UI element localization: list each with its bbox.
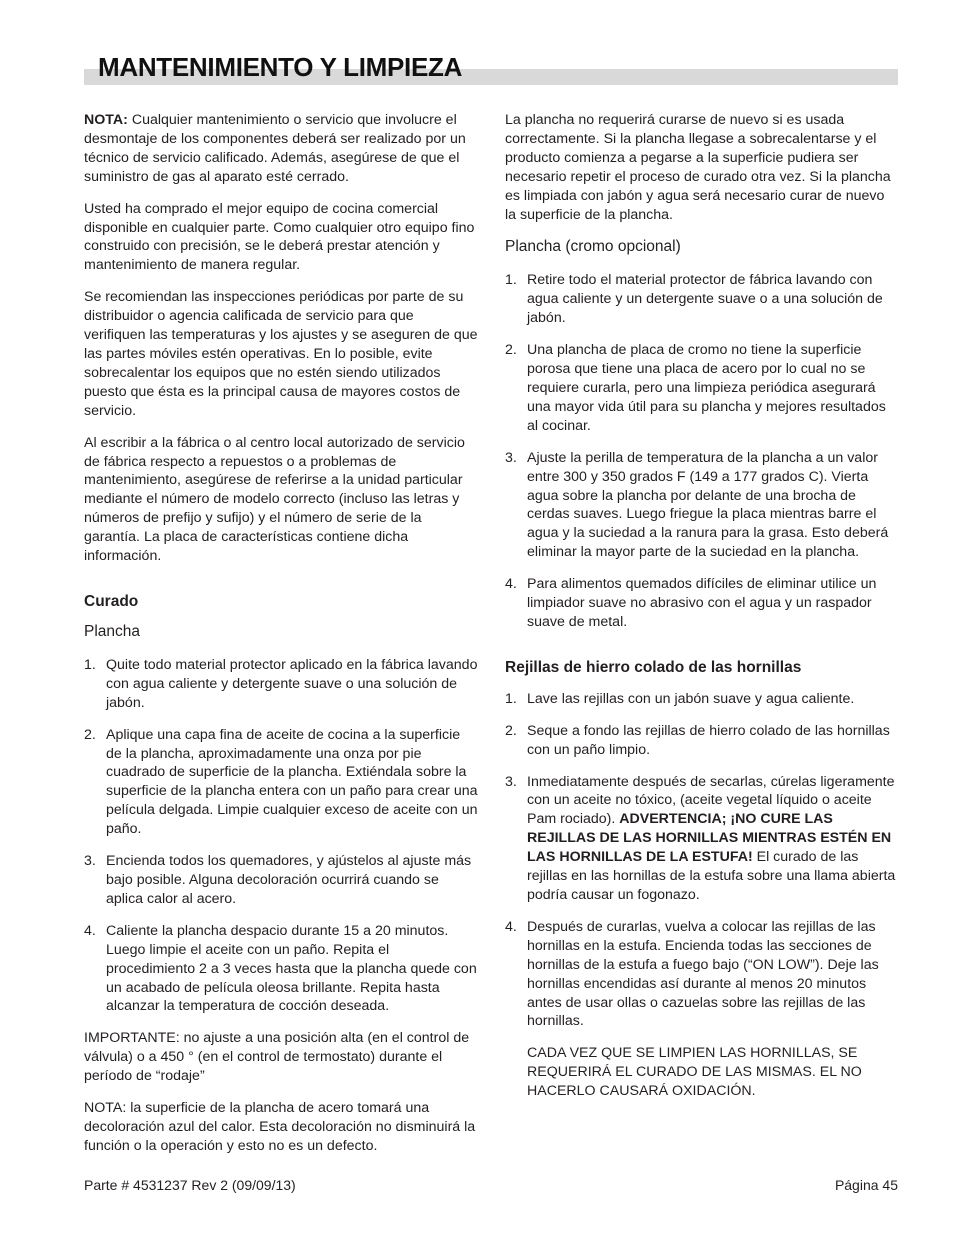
list-item	[505, 690, 898, 709]
step-number: 1.	[84, 656, 96, 673]
curado-steps	[84, 656, 479, 1016]
list-item	[84, 726, 479, 839]
step-number: 1.	[505, 690, 517, 707]
list-item	[84, 852, 479, 909]
page-title: MANTENIMIENTO Y LIMPIEZA	[98, 52, 463, 82]
list-item	[505, 918, 898, 1031]
inspection-paragraph: Se recomiendan las inspecciones periódicas por parte de su distribuidor o agencia calificada de servicio para que verifiquen las temperaturas y los ajustes y se aseguren de que las partes móviles estén operativas. En lo posible, evite sobrecalentar los equipos que no estén siendo utilizados puesto que ésta es la principal causa de mayores costos de servicio.	[84, 289, 478, 419]
step-text: Aplique una capa fina de aceite de cocina a la superficie de la plancha, aproximadamente una onza por pie cuadrado de superficie de la plancha. Extiéndala sobre la superficie de la plancha entera con un paño para crear una película delgada. Limpie cualquier exceso de aceite con un paño.	[106, 726, 478, 838]
step-text: Retire todo el material protector de fábrica lavando con agua caliente y un detergente suave o a una solución de jabón.	[527, 272, 883, 327]
footer-part-number: Parte # 4531237 Rev 2 (09/09/13)	[84, 1177, 296, 1193]
step-number: 4.	[84, 922, 96, 939]
warning-text: ADVERTENCIA; ¡NO CURE LAS REJILLAS DE LAS HORNILLAS MIENTRAS ESTÉN EN LAS HORNILLAS DE LA ESTUFA!	[527, 811, 892, 866]
left-column	[84, 111, 479, 1169]
step-text: El curado de las rejillas en las hornillas de la estufa sobre una llama abierta podría causar un fogonazo.	[527, 849, 896, 903]
list-item	[505, 722, 898, 760]
step-text: Una plancha de placa de cromo no tiene la superficie porosa que tiene una placa de acero por lo cual no se requiere curarla, pero una limpieza periódica asegurará una mayor vida útil para su plancha y mejores resultados al cocinar.	[527, 342, 886, 434]
step-text: Encienda todos los quemadores, y ajústelos al ajuste más bajo posible. Alguna decoloración ocurrirá cuando se aplica calor al acero.	[106, 853, 472, 907]
rejillas-steps	[505, 690, 898, 1032]
list-item	[505, 341, 898, 436]
note-paragraph	[84, 111, 479, 187]
list-item	[505, 449, 898, 562]
list-item	[505, 271, 898, 328]
right-column	[505, 111, 898, 1114]
step-number: 3.	[84, 853, 96, 870]
step-number: 4.	[505, 576, 517, 593]
step-number: 3.	[505, 449, 517, 466]
step-text: Quite todo material protector aplicado en la fábrica lavando con agua caliente y detergente suave o una solución de jabón.	[106, 656, 478, 711]
list-item	[84, 656, 479, 713]
list-item	[505, 773, 898, 905]
cromo-steps	[505, 271, 898, 631]
heading-plancha: Plancha	[84, 622, 141, 640]
note-text: Cualquier mantenimiento o servicio que involucre el desmontaje de los componentes deberá ser realizado por un técnico de servicio calificado. Además, asegúrese de que el suministro de gas al aparato esté cerrado.	[84, 112, 466, 185]
heading-curado: Curado	[84, 592, 139, 610]
contact-paragraph: Al escribir a la fábrica o al centro local autorizado de servicio de fábrica respecto a repuestos o a problemas de mantenimiento, asegúrese de referirse a la unidad particular mediante el número de modelo correcto (incluso las letras y números de prefijo y sufijo) y el número de serie de la garantía. La placa de características contiene dicha información.	[84, 434, 465, 565]
note-label: NOTA:	[84, 112, 128, 128]
step-text: Después de curarlas, vuelva a colocar las rejillas de las hornillas en la estufa. Encienda todas las secciones de hornillas de la estufa a fuego bajo (“ON LOW”). Deje las hornillas encendidas así durante al menos 20 minutos antes de usar ollas o cazuelas sobre las rejillas de las hornillas.	[527, 918, 879, 1030]
step-number: 2.	[84, 726, 96, 743]
recure-paragraph: La plancha no requerirá curarse de nuevo si es usada correctamente. Si la plancha llegase a sobrecalentarse y el producto comienza a pegarse a la superficie pudiera ser necesario repetir el proceso de curado otra vez. Si la plancha es limpiada con jabón y agua será necesario curar de nuevo la superficie de la plancha.	[505, 112, 891, 223]
step-number: 1.	[505, 272, 517, 289]
list-item	[84, 922, 479, 1017]
oxidation-note: CADA VEZ QUE SE LIMPIEN LAS HORNILLAS, SE REQUERIRÁ EL CURADO DE LAS MISMAS. EL NO HACERLO CAUSARÁ OXIDACIÓN.	[527, 1045, 862, 1100]
step-text: Inmediatamente después de secarlas, cúrelas ligeramente con un aceite no tóxico, (aceite vegetal líquido o aceite Pam rociado).	[527, 773, 895, 828]
heading-rejillas: Rejillas de hierro colado de las hornillas	[505, 658, 802, 676]
heading-plancha-cromo: Plancha (cromo opcional)	[505, 238, 681, 256]
step-text: Para alimentos quemados difíciles de eliminar utilice un limpiador suave no abrasivo con el agua y un raspador suave de metal.	[527, 576, 877, 630]
step-number: 2.	[505, 342, 517, 359]
intro-paragraph: Usted ha comprado el mejor equipo de cocina comercial disponible en cualquier parte. Como cualquier otro equipo fino construido con precisión, se le deberá prestar atención y mantenimiento de manera regular.	[84, 200, 475, 274]
nota-paragraph: NOTA: la superficie de la plancha de acero tomará una decoloración azul del calor. Esta decoloración no disminuirá la función o la operación y esto no es un defecto.	[84, 1100, 476, 1154]
list-item	[505, 575, 898, 632]
footer-page-number: Página 45	[834, 1177, 898, 1193]
step-text: Ajuste la perilla de temperatura de la plancha a un valor entre 300 y 350 grados F (149 a 177 grados C). Vierta agua sobre la plancha por delante de una brocha de cerdas suaves. Luego friegue la placa mientras barre el agua y la suciedad a la ranura para la grasa. Esto deberá eliminar la mayor parte de la suciedad en la plancha.	[527, 449, 889, 561]
step-text: Lave las rejillas con un jabón suave y agua caliente.	[527, 690, 855, 707]
step-text: Caliente la plancha despacio durante 15 a 20 minutos. Luego limpie el aceite con un paño. Repita el procedimiento 2 a 3 veces hasta que la plancha quede con un acabado de película oleosa brillante. Repita hasta alcanzar la temperatura de cocción deseada.	[106, 922, 477, 1015]
step-number: 3.	[505, 773, 517, 790]
step-text: Seque a fondo las rejillas de hierro colado de las hornillas con un paño limpio.	[527, 722, 890, 758]
step-number: 4.	[505, 918, 517, 935]
importante-paragraph: IMPORTANTE: no ajuste a una posición alta (en el control de válvula) o a 450 ° (en el control de termostato) durante el período de “rodaje”	[84, 1030, 470, 1085]
step-number: 2.	[505, 722, 517, 739]
